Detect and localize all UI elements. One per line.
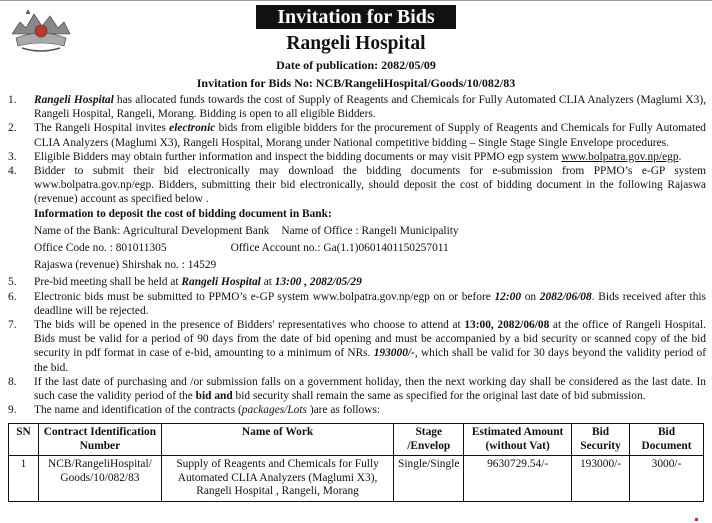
list-item: 5. Pre-bid meeting shall be held at Rangeli Hospital at 13:00 , 2082/05/29 <box>8 276 362 289</box>
bank-info-title: Information to deposit the cost of bidding document in Bank: <box>34 207 332 220</box>
list-item: 7. The bids will be opened in the presence of Bidders' representatives who choose to attend at 13:00, 2082/06/08 at the office of Rangeli Hospital. Bids must be valid for a period of 90 days from the date of bid opening and must be accompanied by a bid security or scanned copy of the bid security in pdf format in case of e-bid, amounting to a minimum of NRs. 193000/-, which shall be valid for 30 days beyond the validity period of the bid. <box>8 319 706 374</box>
contracts-table <box>8 423 704 502</box>
cell-contract-id: NCB/RangeliHospital/ Goods/10/082/83 <box>38 456 161 502</box>
header-sn: SN <box>9 424 39 456</box>
table-header-row <box>9 424 704 456</box>
top-rule <box>0 0 712 3</box>
list-item: 3. Eligible Bidders may obtain further information and inspect the bidding documents or may visit PPMO egp system www.bolpatra.gov.np/egp. <box>8 150 682 163</box>
header-estimated-amount: Estimated Amount (without Vat) <box>464 424 572 456</box>
cell-sn: 1 <box>9 456 39 502</box>
list-item: 9. The name and identification of the contracts (packages/Lots )are as follows: <box>8 404 381 417</box>
list-item: 1. Rangeli Hospital has allocated funds towards the cost of Supply of Reagents and Chemicals for Fully Automated CLIA Analyzers (Maglumi X3), Rangeli Hospital, Rangeli, Morang. Bidding is open to all eligible Bidders. <box>8 94 706 121</box>
header-stage: Stage /Envelop <box>394 424 464 456</box>
hospital-name: Rangeli Hospital <box>286 33 426 54</box>
list-item: 8. If the last date of purchasing and /or submission falls on a government holiday, then the next working day shall be considered as the last date. In such case the validity period of the bid and bid security shall remain the same as specified for the original last date of bid submission. <box>8 375 706 403</box>
shirshak-number: Rajaswa (revenue) Shirshak no. : 14529 <box>34 259 217 272</box>
publication-date: Date of publication: 2082/05/09 <box>276 58 436 72</box>
bank-info <box>6 207 706 273</box>
list-item: 2. The Rangeli Hospital invites electronic bids from eligible bidders for the procurement of Supply of Reagents and Chemicals for Fully Automated CLIA Analyzers (Maglumi X3), Rangeli Hospital, Morang under National competitive bidding – Single Stage Single Envelope procedures. <box>8 122 706 149</box>
cell-estimated-amount: 9630729.54/- <box>464 456 572 502</box>
page-title: Invitation for Bids <box>256 5 456 29</box>
header-bid-security: Bid Security <box>572 424 630 456</box>
list-item: 6. Electronic bids must be submitted to PPMO’s e-GP system www.bolpatra.gov.np/egp on or before 12:00 on 2082/06/08. Bids received after this deadline will be rejected. <box>8 290 706 317</box>
cell-bid-document: 3000/- <box>630 456 704 502</box>
cell-stage: Single/Single <box>394 456 464 502</box>
egp-link[interactable]: www.bolpatra.gov.np/egp <box>561 150 679 163</box>
header-name-of-work: Name of Work <box>161 424 393 456</box>
office-account: Office Account no.: Ga(1.1)0601401150257011 <box>230 242 449 255</box>
bid-items-list <box>6 93 706 417</box>
table-row <box>9 456 704 502</box>
bid-number: Invitation for Bids No: NCB/RangeliHospital/Goods/10/082/83 <box>196 76 516 90</box>
list-item: 4. Bidder to submit their bid electronically may download the bidding documents for e-submission from PPMO’s e-GP system www.bolpatra.gov.np/egp. Bidders, submitting their bid electronically, should deposit the cost of bidding document in the following Rajaswa (revenue) account as specified below . <box>8 165 706 206</box>
corner-mark <box>695 518 698 521</box>
bank-name: Name of the Bank: Agricultural Development Bank <box>34 224 270 237</box>
header-bid-document: Bid Document <box>630 424 704 456</box>
header-contract-id: Contract Identification Number <box>38 424 161 456</box>
cell-name-of-work: Supply of Reagents and Chemicals for Fully Automated CLIA Analyzers (Maglumi X3), Rangeli Hospital , Rangeli, Morang <box>161 456 393 502</box>
office-name: Name of Office : Rangeli Municipality <box>281 224 459 237</box>
cell-bid-security: 193000/- <box>572 456 630 502</box>
office-code: Office Code no. : 801011305 <box>34 242 167 255</box>
